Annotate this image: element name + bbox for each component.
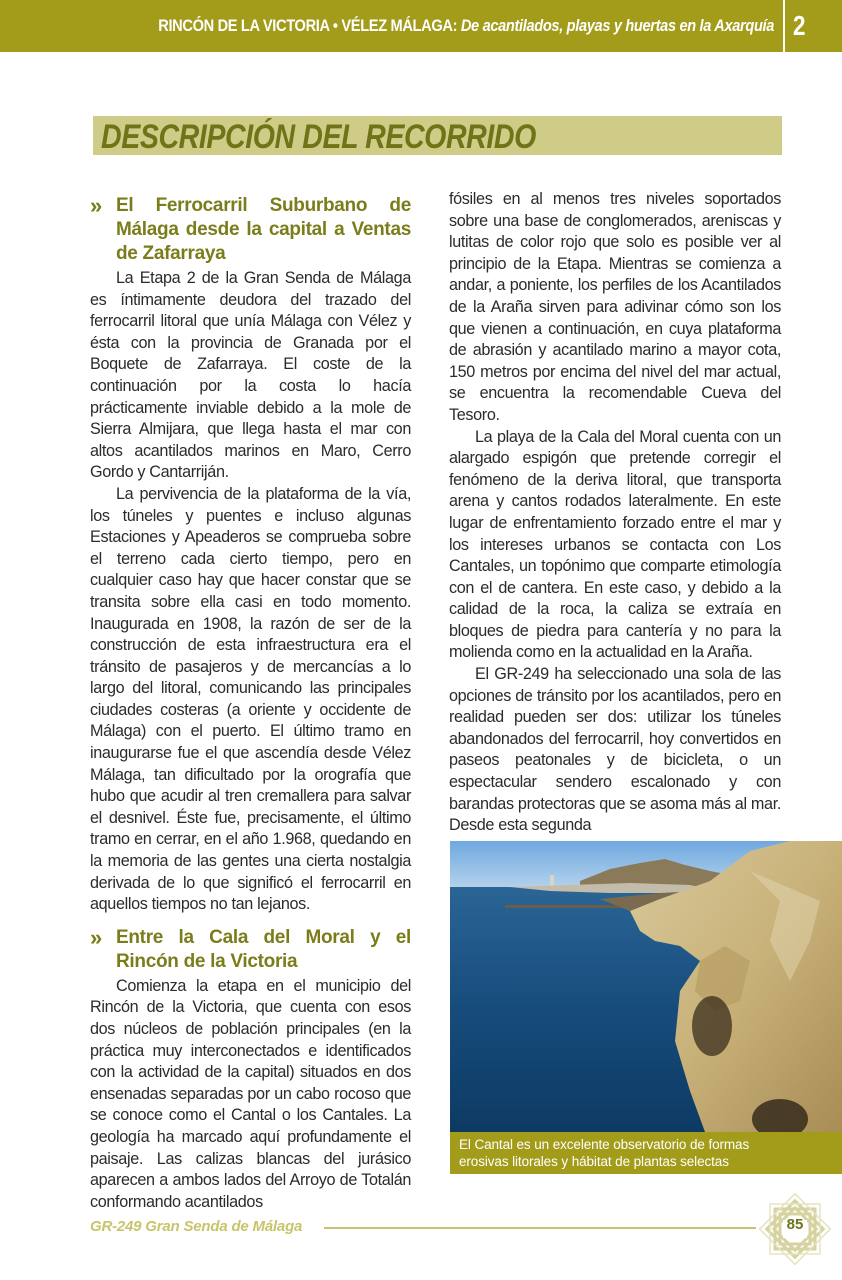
header-title-sub: De acantilados, playas y huertas en la Axarquía [460,16,774,35]
subsection-heading-ferrocarril [90,194,411,266]
subsection-heading-text: Entre la Cala del Moral y el Rincón de la Victoria [116,926,411,972]
paragraph: La Etapa 2 de la Gran Senda de Málaga es íntimamente deudora del trazado del ferrocarril litoral que unía Málaga con Vélez y ésta con la provincia de Granada por el Boquete de Zafarraya. El coste de la continuación por la costa lo hacía prácticamente inviable debido a la mole de Sierra Almijara, que llega hasta el mar con altos acantilados marinos en Maro, Cerro Gordo y Cantarriján. [90,269,411,482]
coastal-cliffs-photo [450,841,842,1132]
paragraph: fósiles en al menos tres niveles soportados sobre una base de conglomerados, areniscas y lutitas de color rojo que solo es posible ver al principio de la Etapa. Mientras se comienza a andar, a poniente, los perfiles de los Acantilados de la Araña sirven para adivinar cómo son los que vienen a continuación, en cuya plataforma de abrasión y acantilado marino a mayor cota, 150 metros por encima del nivel del mar actual, se encuentra la recomendable Cueva del Tesoro. [449,190,781,424]
double-chevron-right-icon: » [90,924,97,950]
footer-label: GR-249 Gran Senda de Málaga [90,1218,303,1235]
chapter-number: 2 [793,10,806,41]
subsection-heading-text: El Ferrocarril Suburbano de Málaga desde la capital a Ventas de Zafarraya [116,195,411,264]
photo-caption-band [450,1132,842,1174]
footer-rule [324,1227,756,1229]
section-title: DESCRIPCIÓN DEL RECORRIDO [101,118,536,156]
paragraph: La pervivencia de la plataforma de la vía, los túneles y puentes e incluso algunas Estaciones y Apeaderos se comprueba sobre el terreno cada cierto tiempo, pero en cualquier caso hay que hacer constar que se transita sobre ella casi en todo momento. Inaugurada en 1908, la razón de ser de la construcción de esta infraestructura era el tránsito de pasajeros y de mercancías a lo largo del litoral, comunicando las principales ciudades costeras (a oriente y occidente de Málaga) con el puerto. El último tramo en inaugurarse fue el que ascendía desde Vélez Málaga, tan dificultado por la orografía que hubo que acudir al tren cremallera para salvar el desnivel. Éste fue, precisamente, el último tramo en cerrar, en el año 1.968, quedando en la memoria de las gentes una cierta nostalgia derivada de lo que significó el ferrocarril en aquellos tiempos no tan lejanos. [90,484,411,914]
header-title-main: RINCÓN DE LA VICTORIA • VÉLEZ MÁLAGA: [158,16,458,35]
paragraph: Comienza la etapa en el municipio del Rincón de la Victoria, que cuenta con esos dos núcleos de población principales (en la práctica muy interconectados e identificados con la actividad de la capital) situados en dos ensenadas separadas por un cabo rocoso que se conoce como el Cantal o los Cantales. La geología ha marcado aquí profundamente el paisaje. Las calizas blancas del jurásico aparecen a ambos lados del Arroyo de Totalán conformando acantilados [90,976,411,1211]
paragraph: El GR-249 ha seleccionado una sola de las opciones de tránsito por los acantilados, pero en realidad pueden ser dos: utilizar los túneles abandonados del ferrocarril, hoy convertidos en paseos peatonales y de bicicleta, o un espectacular sendero escalonado y con barandas protectoras que se asoma más al mar. Desde esta segunda [449,665,781,835]
running-header [0,0,842,52]
left-column [90,194,411,1213]
running-header-title [158,16,774,36]
right-column [449,189,781,837]
section-title-band [93,116,782,155]
header-divider [783,0,785,52]
photo-caption: El Cantal es un excelente observatorio de formas erosivas litorales y hábitat de plantas selectas [459,1137,750,1169]
subsection-heading-cala-del-moral [90,926,411,974]
paragraph: La playa de la Cala del Moral cuenta con un alargado espigón que pretende corregir el fenómeno de la deriva litoral, que transporta arena y cantos rodados lateralmente. En este lugar de enfrentamiento forzado entre el mar y los intereses urbanos se contacta con Los Cantales, un topónimo que comparte etimología con el de cantera. En este caso, y debido a la calidad de la roca, la caliza se extraía en bloques de piedra para cantería y no para la molienda como en la actualidad en la Araña. [449,427,781,662]
photo-illustration [450,841,842,1132]
page-number: 85 [786,1216,804,1233]
double-chevron-right-icon: » [90,193,97,218]
